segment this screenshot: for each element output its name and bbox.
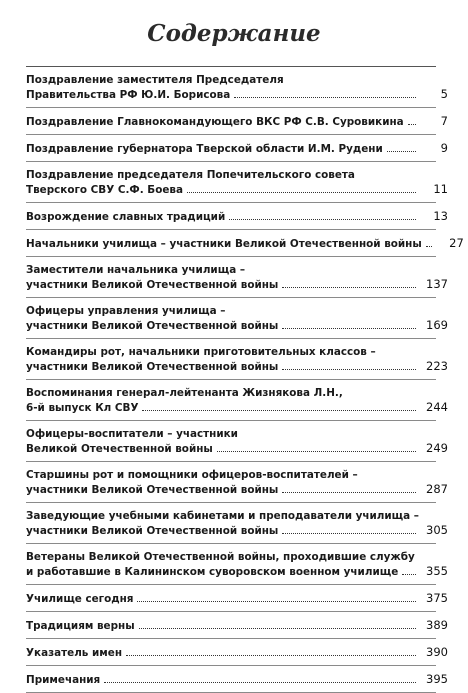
toc-entry[interactable] <box>26 462 448 503</box>
toc-entry-row <box>26 618 448 633</box>
toc-page-number: 13 <box>433 209 448 223</box>
toc-entry-title-line: участники Великой Отечественной войны <box>26 484 279 496</box>
toc-page-number: 27 <box>449 236 464 250</box>
toc-entry[interactable] <box>26 108 448 135</box>
toc-page-number: 11 <box>433 182 448 196</box>
toc-page-number: 7 <box>440 114 448 128</box>
toc-entry[interactable] <box>26 421 448 462</box>
toc-entry[interactable] <box>26 380 448 421</box>
toc-entry-row <box>26 672 448 687</box>
toc-page-number: 375 <box>426 591 448 605</box>
toc-entry[interactable] <box>26 612 448 639</box>
toc-entry-row <box>26 318 448 333</box>
toc-page-number: 389 <box>426 618 448 632</box>
toc-entry-title-line: участники Великой Отечественной войны <box>26 361 279 373</box>
dot-leader <box>137 600 416 602</box>
toc-entry[interactable] <box>26 585 448 612</box>
dot-leader <box>282 286 416 288</box>
toc-entry[interactable] <box>26 544 448 585</box>
toc-entry-row <box>26 523 448 538</box>
toc-entry-title-line: Правительства РФ Ю.И. Борисова <box>26 89 231 101</box>
toc-entry-row <box>26 277 448 292</box>
toc-entry-title-line: Ветераны Великой Отечественной войны, проходившие службу <box>26 551 415 563</box>
toc-page-number: 305 <box>426 523 448 537</box>
toc-entry-title-line: участники Великой Отечественной войны <box>26 525 279 537</box>
toc-entry-title-line: Великой Отечественной войны <box>26 443 213 455</box>
dot-leader <box>402 573 416 575</box>
toc-entry-row <box>26 564 448 579</box>
dot-leader <box>187 191 416 193</box>
toc-entry-title-line: Поздравление председателя Попечительского совета <box>26 169 355 181</box>
toc-entry-title-line: 6-й выпуск Кл СВУ <box>26 402 139 414</box>
dot-leader <box>234 96 416 98</box>
toc-entry-row <box>26 182 448 197</box>
toc-page-number: 249 <box>426 441 448 455</box>
toc-entry-title-line: Командиры рот, начальники приготовительных классов – <box>26 346 376 358</box>
toc-entry[interactable] <box>26 298 448 339</box>
toc-page-number: 9 <box>440 141 448 155</box>
toc-page-number: 395 <box>426 672 448 686</box>
toc-page-number: 287 <box>426 482 448 496</box>
toc-entry[interactable] <box>26 339 448 380</box>
toc-entry-title-line: Традициям верны <box>26 620 135 632</box>
toc-page-number: 5 <box>440 87 448 101</box>
toc-entry-row <box>26 400 448 415</box>
toc-entry[interactable] <box>26 257 448 298</box>
toc-page-number: 169 <box>426 318 448 332</box>
dot-leader <box>282 532 416 534</box>
dot-leader <box>387 150 416 152</box>
toc-entry-row <box>26 441 448 456</box>
toc-entry-row <box>26 359 448 374</box>
toc-entry[interactable] <box>26 135 448 162</box>
toc-entry[interactable] <box>26 639 448 666</box>
toc-entry[interactable] <box>26 230 464 257</box>
dot-leader <box>126 654 416 656</box>
toc-entry-row <box>26 645 448 660</box>
toc-entry-title-line: Поздравление губернатора Тверской области И.М. Рудени <box>26 143 383 155</box>
dot-leader <box>229 218 416 220</box>
toc-entry-row <box>26 87 448 102</box>
toc-page-number: 355 <box>426 564 448 578</box>
toc-entry-title-line: участники Великой Отечественной войны <box>26 320 279 332</box>
toc-entry-title-line: Примечания <box>26 674 101 686</box>
toc-page-number: 137 <box>426 277 448 291</box>
dot-leader <box>282 327 416 329</box>
toc-entry-title-line: участники Великой Отечественной войны <box>26 279 279 291</box>
dot-leader <box>426 245 432 247</box>
toc-entry[interactable] <box>26 203 448 230</box>
toc-entry-title-line: Тверского СВУ С.Ф. Боева <box>26 184 183 196</box>
toc-entry[interactable] <box>26 503 448 544</box>
dot-leader <box>139 627 416 629</box>
toc-entry-title-line: Училище сегодня <box>26 593 134 605</box>
toc-entry-title-line: Офицеры управления училища – <box>26 305 226 317</box>
toc-page-number: 223 <box>426 359 448 373</box>
page-title: Содержание <box>147 20 321 47</box>
toc-entry-title-line: Заместители начальника училища – <box>26 264 246 276</box>
dot-leader <box>217 450 416 452</box>
dot-leader <box>282 491 416 493</box>
toc-entry-row <box>26 141 448 156</box>
toc-entry-row <box>26 209 448 224</box>
toc-entry-title-line: Поздравление заместителя Председателя <box>26 74 284 86</box>
toc-entry-title-line: Старшины рот и помощники офицеров-воспитателей – <box>26 469 358 481</box>
toc-entry-title-line: Офицеры-воспитатели – участники <box>26 428 238 440</box>
toc-entry-title-line: Воспоминания генерал-лейтенанта Жизнякова Л.Н., <box>26 387 343 399</box>
toc-entry-row <box>26 114 448 129</box>
toc-entry-title-line: Заведующие учебными кабинетами и преподаватели училища – <box>26 510 419 522</box>
toc-page-number: 244 <box>426 400 448 414</box>
dot-leader <box>142 409 416 411</box>
toc-entry-title-line: Начальники училища – участники Великой Отечественной войны <box>26 238 422 250</box>
toc-entry[interactable] <box>26 67 448 108</box>
toc-page-number: 390 <box>426 645 448 659</box>
toc-entry-row <box>26 236 464 251</box>
table-of-contents <box>26 66 464 693</box>
dot-leader <box>104 681 416 683</box>
toc-entry-title-line: и работавшие в Калининском суворовском военном училище <box>26 566 399 578</box>
toc-entry-title-line: Поздравление Главнокомандующего ВКС РФ С.В. Суровикина <box>26 116 404 128</box>
toc-entry-row <box>26 591 448 606</box>
toc-entry[interactable] <box>26 162 448 203</box>
dot-leader <box>282 368 416 370</box>
toc-entry-title-line: Указатель имен <box>26 647 122 659</box>
toc-entry[interactable] <box>26 666 448 693</box>
toc-entry-row <box>26 482 448 497</box>
toc-entry-title-line: Возрождение славных традиций <box>26 211 226 223</box>
dot-leader <box>408 123 416 125</box>
